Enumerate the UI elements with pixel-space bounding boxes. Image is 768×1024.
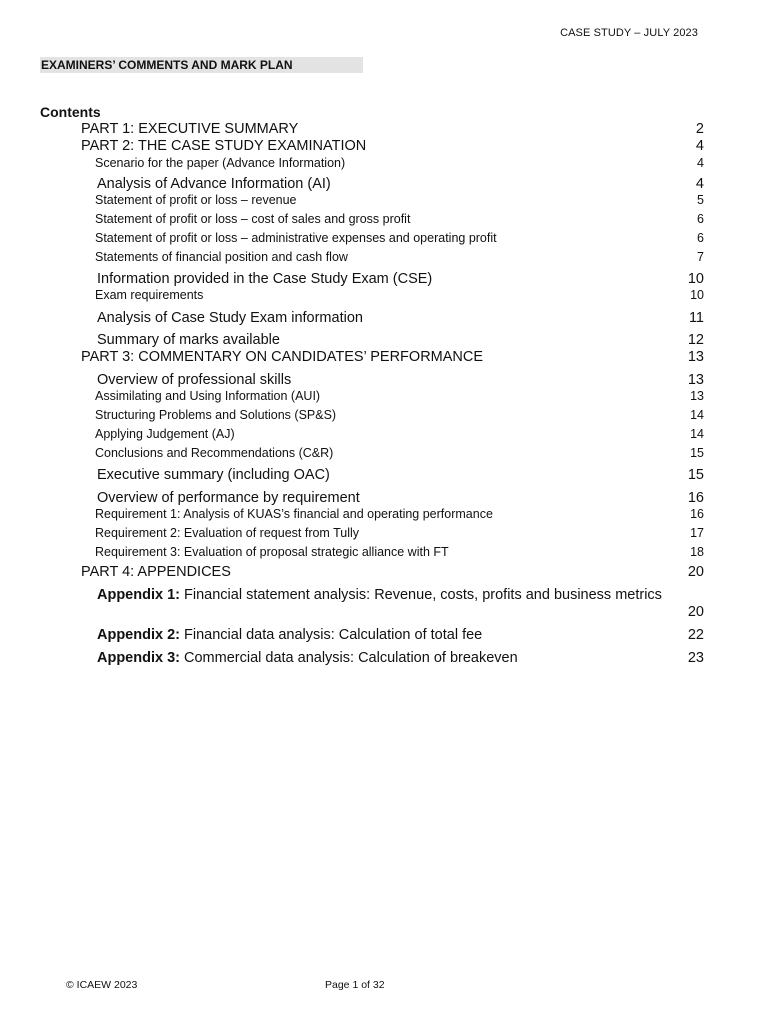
footer-page-number: Page 1 of 32: [325, 979, 385, 991]
toc-entry-part4[interactable]: PART 4: APPENDICES 20: [81, 564, 704, 580]
toc-entry-exam-requirements[interactable]: Exam requirements 10: [95, 288, 704, 302]
toc-entry-analysis-cse[interactable]: Analysis of Case Study Exam information 11: [97, 310, 704, 326]
toc-entry-executive-summary[interactable]: Executive summary (including OAC) 15: [97, 467, 704, 483]
toc-entry-requirement-3[interactable]: Requirement 3: Evaluation of proposal strategic alliance with FT 18: [95, 545, 704, 559]
toc-entry-aj[interactable]: Applying Judgement (AJ) 14: [95, 427, 704, 441]
toc-entry-sps[interactable]: Structuring Problems and Solutions (SP&S) 14: [95, 408, 704, 422]
toc-entry-part3[interactable]: PART 3: COMMENTARY ON CANDIDATES’ PERFORMANCE 13: [81, 349, 704, 365]
section-title: EXAMINERS’ COMMENTS AND MARK PLAN: [40, 57, 363, 73]
footer-copyright: © ICAEW 2023: [66, 979, 138, 991]
toc-entry-sopl-cost-of-sales[interactable]: Statement of profit or loss – cost of sales and gross profit 6: [95, 212, 704, 226]
toc-entry-appendix-1-page[interactable]: 20: [687, 604, 704, 620]
toc-entry-financial-position[interactable]: Statements of financial position and cash flow 7: [95, 250, 704, 264]
toc-entry-analysis-ai[interactable]: Analysis of Advance Information (AI) 4: [97, 176, 704, 192]
appendix-1-label: Appendix 1:: [97, 587, 180, 603]
toc-entry-professional-skills[interactable]: Overview of professional skills 13: [97, 372, 704, 388]
toc-entry-appendix-1[interactable]: [0, 587, 704, 603]
toc-entry-aui[interactable]: Assimilating and Using Information (AUI) 13: [95, 389, 704, 403]
toc-entry-appendix-3[interactable]: Appendix 3: Commercial data analysis: Calculation of breakeven 23: [97, 650, 704, 666]
running-header: CASE STUDY – JULY 2023: [560, 27, 698, 39]
toc-entry-sopl-admin-expenses[interactable]: Statement of profit or loss – administrative expenses and operating profit 6: [95, 231, 704, 245]
toc-entry-info-cse[interactable]: Information provided in the Case Study Exam (CSE) 10: [97, 271, 704, 287]
toc-entry-overview-by-requirement[interactable]: Overview of performance by requirement 16: [97, 490, 704, 506]
contents-heading: Contents: [40, 104, 101, 120]
toc-entry-requirement-1[interactable]: Requirement 1: Analysis of KUAS’s financial and operating performance 16: [95, 507, 704, 521]
appendix-1-title: Financial statement analysis: Revenue, costs, profits and business metrics: [179, 587, 662, 603]
toc-entry-part2[interactable]: PART 2: THE CASE STUDY EXAMINATION 4: [81, 138, 704, 154]
toc-entry-requirement-2[interactable]: Requirement 2: Evaluation of request from Tully 17: [95, 526, 704, 540]
toc-entry-cr[interactable]: Conclusions and Recommendations (C&R) 15: [95, 446, 704, 460]
toc-entry-part1[interactable]: PART 1: EXECUTIVE SUMMARY 2: [81, 121, 704, 137]
toc-entry-scenario[interactable]: Scenario for the paper (Advance Information) 4: [95, 156, 704, 170]
toc-entry-sopl-revenue[interactable]: Statement of profit or loss – revenue 5: [95, 193, 704, 207]
toc-entry-summary-marks[interactable]: Summary of marks available 12: [97, 332, 704, 348]
toc-entry-appendix-2[interactable]: Appendix 2: Financial data analysis: Calculation of total fee 22: [97, 627, 704, 643]
